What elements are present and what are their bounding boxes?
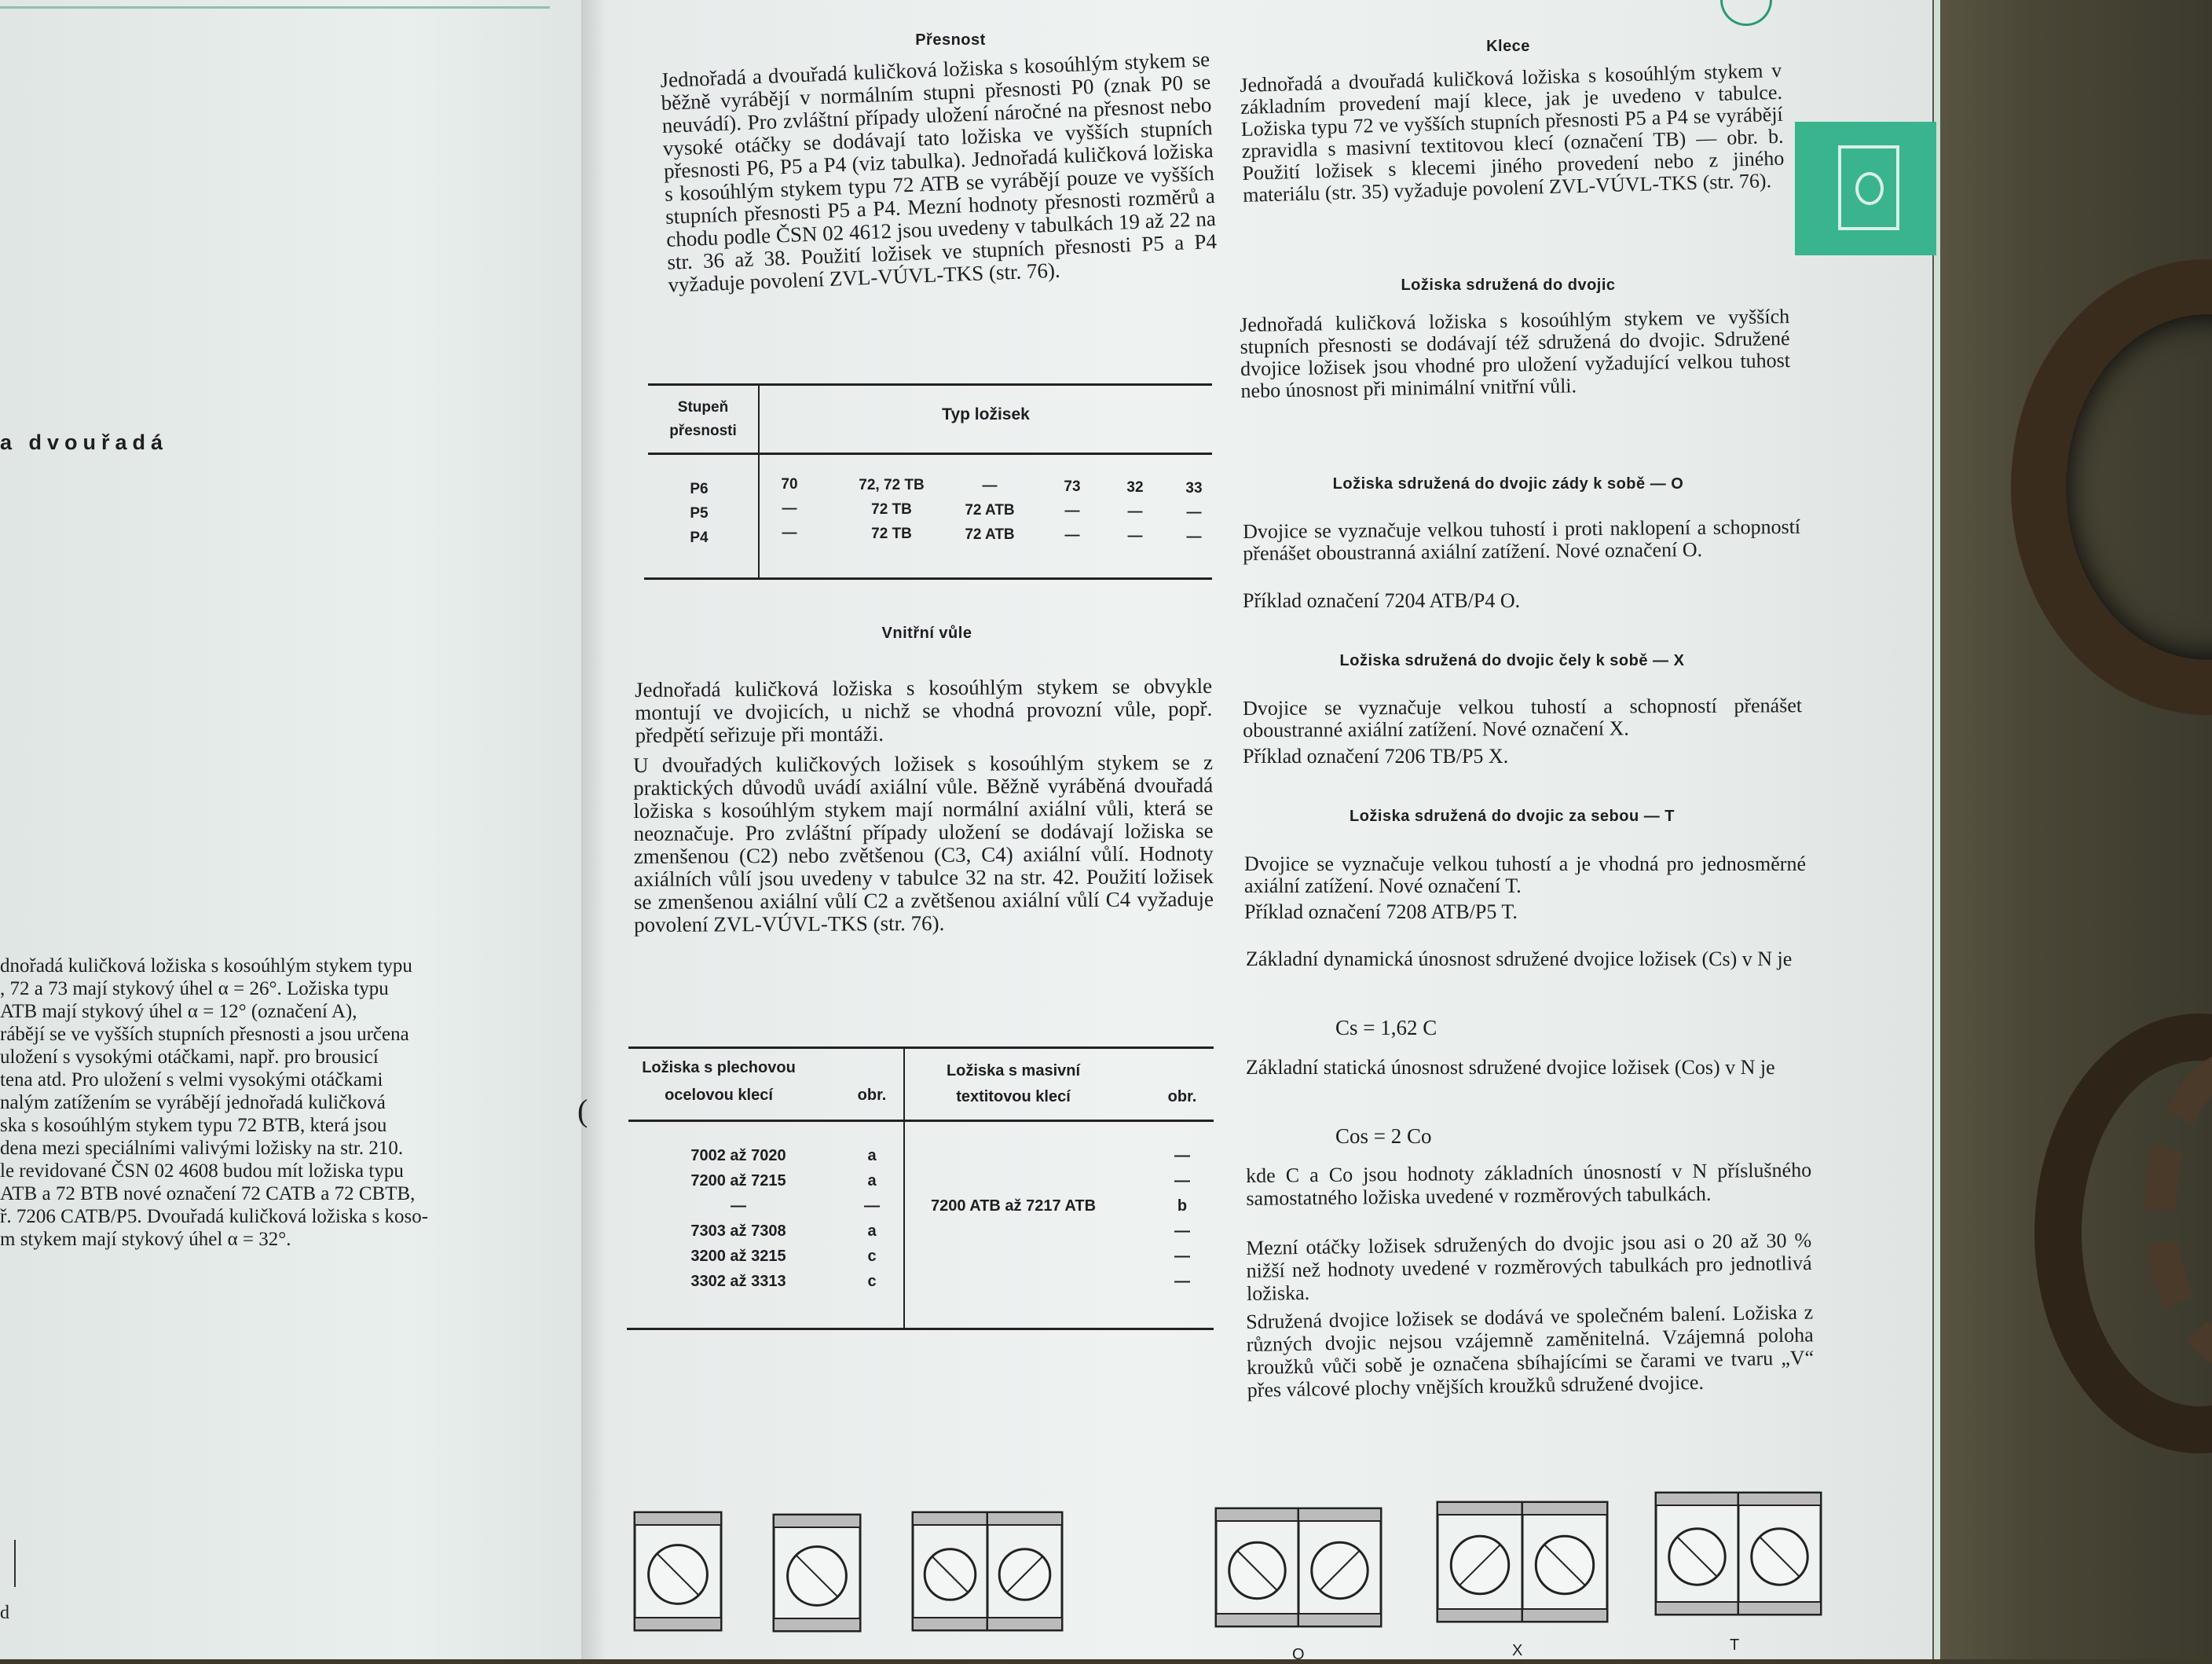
cage-h1-line1: Ložiska s plechovou [642,1059,796,1076]
cage-cell-d: — [1174,1273,1190,1290]
precision-grade: P4 [690,530,709,546]
cage-h2-line1: Ložiska s masivní [946,1062,1081,1079]
cage-h-obr-1: obr. [857,1087,887,1104]
cage-cell-d: — [1174,1147,1190,1164]
precision-cell: — [1186,529,1202,545]
heading-cely: Ložiska sdružená do dvojic čely k sobě — X [1339,652,1685,669]
precision-cell: — [1127,528,1143,544]
bearing-inner-ring [1216,1614,1298,1626]
formula-dyn: Cs = 1,62 C [1335,1016,1437,1039]
margin-mark: d [0,1603,9,1623]
cage-cell-b: — [864,1197,880,1215]
precision-cell: — [1064,527,1080,544]
text-stat-capacity: Základní statická únosnost sdružené dvojice ložisek (Cos) v N je [1246,1056,1775,1079]
precision-cell: — [782,500,797,517]
precision-cell: — [1127,504,1143,520]
bearing-inner-ring [635,1618,721,1630]
precision-cell: 73 [1064,478,1081,495]
cage-cell-b: c [867,1273,877,1290]
cage-h-obr-2: obr. [1167,1088,1197,1105]
left-text-line: ATB mají stykový úhel α = 12° (označení A), [0,1001,357,1022]
cage-cell-b: a [867,1147,877,1164]
left-text-line: rábějí se ve vyšších stupních přesnosti a jsou určena [0,1024,409,1045]
text-zady: Dvojice se vyznačuje velkou tuhostí i proti naklopení a schopností přenášet oboustranná axiální zatížení. Nové označení O. [1242,515,1801,565]
text-dyn-capacity: Základní dynamická únosnost sdružené dvojice ložisek (Cs) v N je [1246,947,1793,970]
left-text-line: m stykem mají stykový úhel α = 32°. [0,1229,291,1250]
precision-grade: P6 [690,481,709,497]
text-vnitrni-vule-1: Jednořadá kuličková ložiska s kosoúhlým stykem se obvykle montují ve dvojicích, u nichž se vhodná provozní vůle, popř. předpětí seřizuje při montáži. [634,673,1213,747]
left-text-line: nalým zatížením se vyrábějí jednořadá kuličková [0,1092,386,1113]
header-presnosti: přesnosti [669,423,737,439]
precision-cell: 72 TB [871,526,912,542]
bearing-inner-ring [913,1618,987,1630]
cage-cell-a: 7200 až 7215 [690,1172,786,1189]
text-vnitrni-vule-2: U dvouřadých kuličkových ložisek s kosoúhlým stykem se z praktických důvodů uvádí axiální vůle. Běžně vyráběná dvouřadá ložiska s kosoúhlým stykem mají normální axiální vůli, která se neoznačuje. Pro zvláštní případy uložení se dodávají ložiska se zmenšenou (C2) nebo zvětšenou (C3, C4) axiální vůlí. Hodnoty axiálních vůlí jsou uvedeny v tabulce 32 na str. 42. Použití ložisek se zmenšenou axiální vůlí C2 a zvětšenou axiální vůlí C4 vyžaduje povolení ZVL-VÚVL-TKS (str. 76). [632,750,1214,936]
heading-zady: Ložiska sdružená do dvojic zády k sobě — O [1332,475,1684,493]
left-text-line: uložení s vysokými otáčkami, např. pro brousicí [0,1046,379,1068]
left-text-line: ř. 7206 CATB/P5. Dvouřadá kuličková ložiska s koso- [0,1206,429,1227]
cage-cell-c: 7200 ATB až 7217 ATB [930,1197,1097,1215]
precision-cell: 72 TB [871,501,912,518]
bearing-outer-ring [1522,1502,1607,1515]
cage-cell-d: — [1174,1248,1190,1265]
left-text-line: dnořadá kuličková ložiska s kosoúhlým stykem typu [0,955,412,977]
figure-label-x: X [1512,1642,1523,1659]
bearing-inner-ring [1656,1602,1738,1615]
cage-cell-a: 3200 až 3215 [690,1248,786,1265]
bearing-outer-ring [1656,1493,1738,1505]
bearing-outer-ring [774,1515,860,1527]
precision-cell: — [782,525,797,541]
text-zasebou: Dvojice se vyznačuje velkou tuhostí a je vhodná pro jednosměrné axiální zatížení. Nové označení T. [1244,852,1806,897]
bearing-inner-ring [1437,1609,1522,1622]
example-zasebou: Příklad označení 7208 ATB/P5 T. [1244,900,1518,923]
precision-cell: 72 ATB [965,502,1015,519]
cage-h1-line2: ocelovou klecí [665,1087,773,1104]
precision-grade: P5 [690,505,709,522]
precision-cell: 32 [1126,479,1144,496]
text-packaging: Sdružená dvojice ložisek se dodává ve společném balení. Ložiska z různých dvojic nejsou vzájemně zaměnitelná. Vzájemná poloha kroužků vůči sobě je označena sbíhajícími se čarami ve tvaru „V“ přes válcové plochy vnějších kroužků sdružené dvojice. [1246,1300,1815,1402]
left-text-line: dena mezi speciálními valivými ložisky na str. 210. [0,1138,404,1159]
left-text-line: ATB a 72 BTB nové označení 72 CATB a 72 CBTB, [0,1183,416,1204]
bearing-outer-ring [1738,1493,1821,1505]
bearing-outer-ring [1216,1508,1298,1521]
example-cely: Příklad označení 7206 TB/P5 X. [1243,745,1509,768]
text-presnost: Jednořadá a dvouřadá kuličková ložiska s kosoúhlým stykem se běžně vyrábějí v normálním stupni přesnosti P0 (znak P0 se neuvádí). Pro zvláštní případy uložení náročné na přesnost nebo vysoké otáčky se dodávají tato ložiska ve vyšších stupních přesnosti P6, P5 a P4 (viz tabulka). Jednořadá kuličková ložiska s kosoúhlým stykem typu 72 ATB se vyrábějí pouze ve vyšších stupních přesnosti P5 a P4. Mezní hodnoty přesnosti rozměrů a chodu podle ČSN 02 4612 jsou uvedeny v tabulkách 19 až 22 na str. 36 až 38. Použití ložisek ve stupních přesnosti P5 a P4 vyžaduje povolení ZVL-VÚVL-TKS (str. 76). [659,47,1218,297]
precision-cell: 72 ATB [965,526,1015,543]
figure-label-o: O [1292,1646,1305,1663]
cage-cell-a: 3302 až 3313 [690,1273,786,1290]
left-text-line: le revidované ČSN 02 4608 budou mít ložiska typu [0,1160,404,1182]
bearing-outer-ring [913,1512,987,1525]
text-dvojice: Jednořadá kuličková ložiska s kosoúhlým stykem ve vyšších stupních přesnosti se dodávají též sdružená do dvojic. Sdružené dvojice ložisek jsou vhodné pro uložení vyžadující velkou tuhost nebo únosnost při minimální vnitřní vůli. [1239,305,1791,402]
header-stupen: Stupeň [677,399,729,416]
text-where: kde C a Co jsou hodnoty základních únosností v N příslušného samostatného ložiska uvedené v rozměrových tabulkách. [1246,1158,1812,1210]
bearing-outer-ring [1298,1508,1381,1521]
precision-cell: 72, 72 TB [859,477,925,493]
text-cely: Dvojice se vyznačuje velkou tuhostí a schopností přenášet oboustranné axiální zatížení. Nové označení X. [1242,694,1803,742]
bearing-inner-ring [774,1618,860,1631]
left-text-line: ska s kosoúhlým stykem typu 72 BTB, která jsou [0,1115,387,1136]
precision-cell: 33 [1185,480,1203,497]
bearing-inner-ring [987,1618,1062,1630]
bearing-outer-ring [635,1512,721,1525]
cage-cell-d: b [1177,1197,1188,1215]
precision-cell: — [982,478,998,494]
precision-cell: 70 [781,476,798,493]
example-zady: Příklad označení 7204 ATB/P4 O. [1243,589,1521,612]
figure-label-t: T [1730,1637,1740,1654]
precision-cell: — [1064,503,1080,519]
bearing-inner-ring [1298,1614,1381,1626]
heading-zasebou: Ložiska sdružená do dvojic za sebou — T [1349,808,1675,825]
formula-stat: Cos = 2 Co [1335,1124,1432,1148]
bearing-outer-ring [1437,1502,1522,1515]
cage-cell-b: a [867,1172,877,1189]
left-text-line: , 72 a 73 mají stykový úhel α = 26°. Ložiska typu [0,978,389,999]
cage-cell-a: 7303 až 7308 [690,1222,786,1240]
heading-klece: Klece [1486,38,1530,55]
cage-cell-b: c [867,1248,877,1265]
text-speed: Mezní otáčky ložisek sdružených do dvojic jsou asi o 20 až 30 % nižší než hodnoty uvedené v rozměrových tabulkách pro jednotlivá ložiska. [1246,1228,1812,1305]
margin-bracket-mark: ( [577,1093,588,1128]
cage-cell-d: — [1174,1222,1190,1240]
left-heading-fragment: a dvouřadá [0,431,169,454]
bearing-inner-ring [1738,1602,1821,1615]
precision-cell: — [1186,504,1202,521]
bearing-inner-ring [1522,1609,1607,1622]
heading-presnost: Přesnost [915,31,986,49]
cage-cell-a: 7002 až 7020 [690,1147,786,1164]
text-klece: Jednořadá a dvouřadá kuličková ložiska s kosoúhlým stykem v základním provedení mají klece, jak je uvedeno v tabulce. Ložiska typu 72 ve vyšších stupních přesnosti P5 a P4 se vyrábějí zpravidla s masivní textitovou klecí (označení TB) — obr. b. Použití ložisek s klecemi jiného provedení nebo z jiného materiálu (str. 35) vyžaduje povolení ZVL-VÚVL-TKS (str. 76). [1239,58,1785,207]
bearing-outer-ring [987,1512,1062,1525]
heading-dvojice: Ložiska sdružená do dvojic [1401,277,1616,294]
header-typ-lozisek: Typ ložisek [942,405,1030,423]
cage-cell-b: a [867,1222,877,1240]
left-text-line: tena atd. Pro uložení s velmi vysokými otáčkami [0,1069,383,1090]
cage-cell-d: — [1174,1172,1190,1189]
cage-cell-a: — [731,1197,746,1215]
heading-vnitrni-vule: Vnitřní vůle [881,625,972,642]
cage-h2-line2: textitovou klecí [956,1088,1071,1105]
